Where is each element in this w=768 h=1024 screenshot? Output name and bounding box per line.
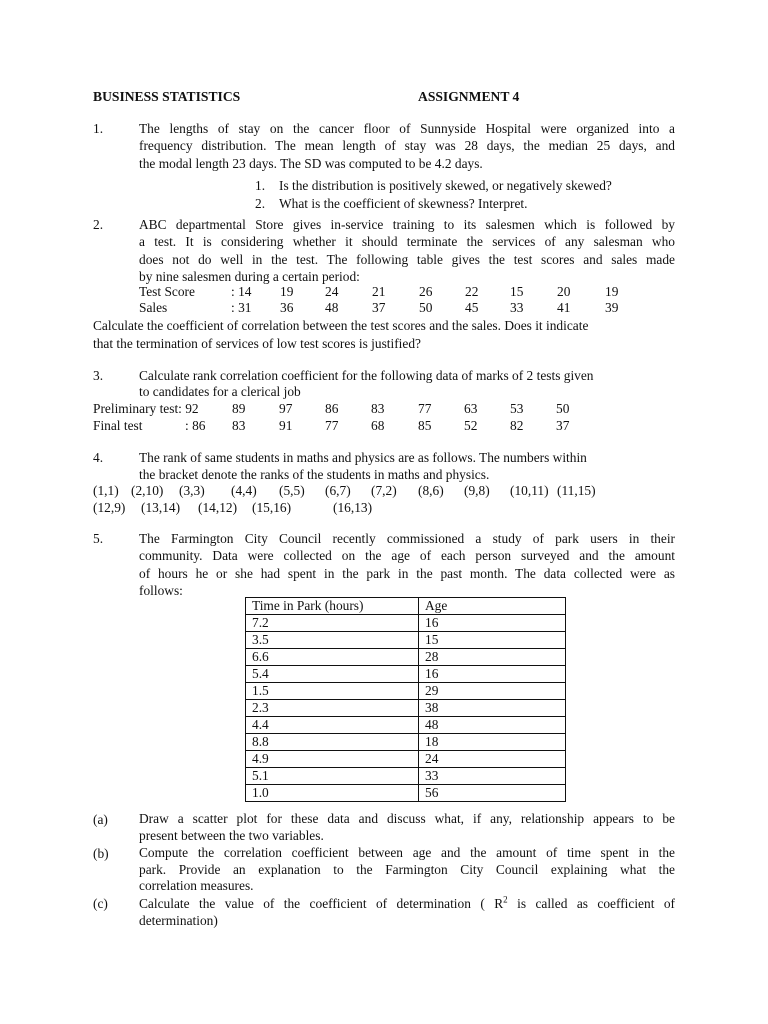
age-cell: 56: [419, 785, 566, 802]
table-row: [246, 751, 566, 768]
test-score-value: 19: [280, 284, 294, 299]
age-cell: 18: [419, 734, 566, 751]
rank-pair: (5,5): [279, 483, 305, 498]
part-b-line: Compute the correlation coefficient between age and the amount of time spent in the: [139, 845, 675, 860]
rank-pair: (8,6): [418, 483, 444, 498]
final-test-label: Final test: [93, 418, 143, 433]
preliminary-value: 50: [556, 401, 570, 416]
r-squared-superscript: 2: [503, 894, 508, 905]
rank-pair: (15,16): [252, 500, 292, 515]
q5-line: The Farmington City Council recently commissioned a study of park users in their: [139, 531, 675, 546]
sales-label: Sales: [139, 300, 168, 315]
time-cell: 7.2: [246, 615, 419, 632]
part-b-text: [139, 845, 675, 895]
age-cell: 29: [419, 683, 566, 700]
rank-pair: (13,14): [141, 500, 181, 515]
part-c-line: determination): [139, 913, 218, 928]
final-test-value: 37: [556, 418, 570, 433]
final-test-value: 52: [464, 418, 478, 433]
final-test-value: 91: [279, 418, 293, 433]
age-cell: 33: [419, 768, 566, 785]
table-row: [246, 666, 566, 683]
test-score-value: 19: [605, 284, 619, 299]
rank-pair: (14,12): [198, 500, 238, 515]
table-row: [246, 717, 566, 734]
q1-line: frequency distribution. The mean length of stay was 28 days, the median 25 days, and: [139, 138, 675, 154]
sales-value: 45: [465, 300, 479, 315]
sales-value: 37: [372, 300, 386, 315]
age-cell: 38: [419, 700, 566, 717]
test-score-label: Test Score: [139, 284, 195, 299]
part-a-line: present between the two variables.: [139, 827, 324, 843]
q4-number: 4.: [93, 450, 104, 465]
sales-value: : 31: [231, 300, 252, 315]
age-cell: 28: [419, 649, 566, 666]
q5-line: of hours he or she had spent in the park in the past month. The data collected were as: [139, 565, 675, 581]
q2-line: by nine salesmen during a certain period:: [139, 269, 360, 285]
preliminary-label: Preliminary test: 92: [93, 401, 199, 416]
table-row: [246, 700, 566, 717]
rank-pair: (3,3): [179, 483, 205, 498]
table-header-row: [246, 598, 566, 615]
preliminary-value: 77: [418, 401, 432, 416]
q4-line: The rank of same students in maths and physics are as follows. The numbers within: [139, 450, 587, 465]
table-row: [246, 632, 566, 649]
rank-pair: (7,2): [371, 483, 397, 498]
time-cell: 3.5: [246, 632, 419, 649]
q2-line: a test. It is considering whether it should terminate the services of any salesman who: [139, 234, 675, 250]
part-a-text: [139, 811, 675, 844]
time-cell: 4.4: [246, 717, 419, 734]
table-header-age: Age: [419, 598, 566, 615]
preliminary-value: 53: [510, 401, 524, 416]
test-score-value: 15: [510, 284, 524, 299]
test-score-value: 24: [325, 284, 339, 299]
time-cell: 1.0: [246, 785, 419, 802]
rank-pair: (12,9): [93, 500, 126, 515]
preliminary-value: 83: [371, 401, 385, 416]
age-cell: 15: [419, 632, 566, 649]
part-b-line: correlation measures.: [139, 878, 254, 894]
q2-line: does not do well in the test. The following table gives the test scores and sales made: [139, 251, 675, 267]
q5-text: [139, 530, 675, 600]
table-row: [246, 785, 566, 802]
table-row: [246, 768, 566, 785]
age-cell: 48: [419, 717, 566, 734]
assignment-title: ASSIGNMENT 4: [418, 89, 520, 104]
table-header-time: Time in Park (hours): [246, 598, 419, 615]
q5-line: community. Data were collected on the age of each person surveyed and the amount: [139, 548, 675, 564]
q1-text: [139, 120, 675, 172]
q2-text: [139, 216, 675, 286]
test-score-value: 22: [465, 284, 479, 299]
part-c-text: [139, 895, 675, 929]
part-c-line: [139, 895, 675, 912]
final-test-value: 68: [371, 418, 385, 433]
q5-number: 5.: [93, 531, 104, 546]
test-score-value: : 14: [231, 284, 252, 299]
final-test-value: 82: [510, 418, 524, 433]
final-test-value: 85: [418, 418, 432, 433]
table-row: [246, 683, 566, 700]
sales-value: 48: [325, 300, 339, 315]
q1-number: 1.: [93, 121, 104, 136]
part-b-label: (b): [93, 846, 109, 861]
sales-value: 33: [510, 300, 524, 315]
table-row: [246, 615, 566, 632]
final-test-value: : 86: [185, 418, 206, 433]
q2-after-line: Calculate the coefficient of correlation between the test scores and the sales. Does it indicate: [93, 318, 589, 333]
rank-pair: (1,1): [93, 483, 119, 498]
q2-number: 2.: [93, 217, 104, 232]
sales-value: 39: [605, 300, 619, 315]
table-row: [246, 649, 566, 666]
rank-pair: (11,15): [557, 483, 596, 498]
part-c-text-pre: Calculate the value of the coefficient of determination ( R: [139, 896, 504, 911]
age-cell: 16: [419, 615, 566, 632]
preliminary-value: 63: [464, 401, 478, 416]
rank-pair: (2,10): [131, 483, 164, 498]
final-test-value: 83: [232, 418, 246, 433]
time-cell: 5.1: [246, 768, 419, 785]
test-score-value: 21: [372, 284, 386, 299]
q2-line: ABC departmental Store gives in-service training to its salesmen which is followed by: [139, 217, 675, 232]
table-row: [246, 734, 566, 751]
part-b-line: park. Provide an explanation to the Farmington City Council explaining what the: [139, 861, 675, 877]
q1-sub1-number: 1.: [255, 178, 266, 193]
q1-sub2-text: What is the coefficient of skewness? Interpret.: [279, 196, 528, 211]
park-data-table: [245, 597, 566, 802]
part-c-label: (c): [93, 896, 108, 911]
time-cell: 1.5: [246, 683, 419, 700]
rank-pair: (4,4): [231, 483, 257, 498]
q3-line: Calculate rank correlation coefficient for the following data of marks of 2 tests given: [139, 368, 594, 383]
part-a-line: Draw a scatter plot for these data and discuss what, if any, relationship appears to be: [139, 811, 675, 826]
q2-after-line: that the termination of services of low test scores is justified?: [93, 336, 421, 351]
time-cell: 4.9: [246, 751, 419, 768]
sales-value: 36: [280, 300, 294, 315]
rank-pair: (10,11): [510, 483, 549, 498]
course-title: BUSINESS STATISTICS: [93, 89, 241, 104]
q1-sub1-text: Is the distribution is positively skewed, or negatively skewed?: [279, 178, 612, 193]
q1-sub2-number: 2.: [255, 196, 266, 211]
sales-value: 50: [419, 300, 433, 315]
part-a-label: (a): [93, 812, 108, 827]
q3-number: 3.: [93, 368, 104, 383]
preliminary-value: 86: [325, 401, 339, 416]
test-score-value: 26: [419, 284, 433, 299]
age-cell: 24: [419, 751, 566, 768]
q1-line: the modal length 23 days. The SD was computed to be 4.2 days.: [139, 155, 483, 171]
rank-pair: (6,7): [325, 483, 351, 498]
q4-line: the bracket denote the ranks of the students in maths and physics.: [139, 467, 490, 482]
age-cell: 16: [419, 666, 566, 683]
q5-line: follows:: [139, 583, 183, 599]
part-c-text-post: is called as coefficient of: [507, 896, 675, 911]
preliminary-value: 89: [232, 401, 246, 416]
q1-line: The lengths of stay on the cancer floor of Sunnyside Hospital were organized into a: [139, 121, 675, 136]
sales-value: 41: [557, 300, 571, 315]
time-cell: 2.3: [246, 700, 419, 717]
rank-pair: (9,8): [464, 483, 490, 498]
final-test-value: 77: [325, 418, 339, 433]
time-cell: 5.4: [246, 666, 419, 683]
time-cell: 6.6: [246, 649, 419, 666]
q3-line: to candidates for a clerical job: [139, 384, 301, 399]
preliminary-value: 97: [279, 401, 293, 416]
rank-pair: (16,13): [333, 500, 373, 515]
test-score-value: 20: [557, 284, 571, 299]
time-cell: 8.8: [246, 734, 419, 751]
